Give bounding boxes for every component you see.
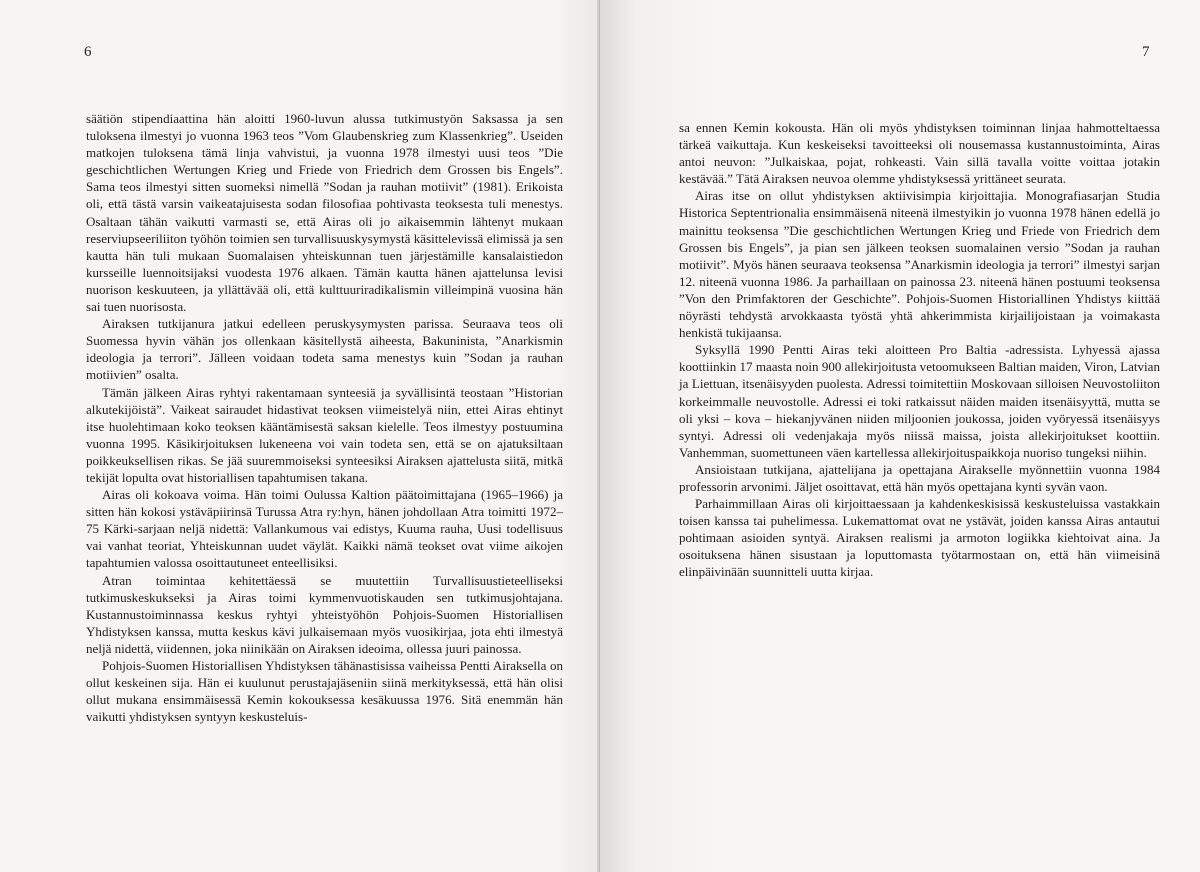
paragraph: Ansioistaan tutkijana, ajattelijana ja opettajana Airakselle myönnettiin vuonna 1984 professorin arvonimi. Jäljet osoittavat, että hän myös opettajana kynti syvän vaon. — [679, 461, 1160, 494]
paragraph: Airaksen tutkijanura jatkui edelleen peruskysymysten parissa. Seuraava teos oli Suomessa hyvin vähän jos ollenkaan käsitellystä aiheesta, Bakuninista, ”Anarkismin ideologia ja terrori”. Jälleen voidaan todeta sama menestys kuin ”Sodan ja rauhan motiivien” osalta. — [86, 316, 563, 383]
paragraph: säätiön stipendiaattina hän aloitti 1960-luvun alussa tutkimustyön Saksassa ja sen tuloksena ilmestyi jo vuonna 1963 teos ”Vom Glaubenskrieg zum Klassenkrieg”. Useiden matkojen tuloksena tämä linja vahvistui, ja vuonna 1978 ilmestyi uusi teos ”Die geschichtlichen Wertungen Krieg und Friede von Friedrich dem Grossen bis Engels”. Sama teos ilmestyi sitten suomeksi nimellä ”Sodan ja rauhan motiivit” (1981). Erikoista oli, että tästä varsin vaikeatajuisesta sodan filosofiaa pohtivasta teoksesta tuli menestys. Osaltaan tähän vaikutti varmasti se, että Airas oli jo aikaisemmin lähtenyt mukaan reserviupseeriliiton työhön toimien sen turvallisuuskysymystä käsittelevissä elimissä ja sen kautta hän tuli mukaan Suomalaisen yhteiskunnan tuen järjestämille kansalaistiedon kursseille luennoitsijaksi vuodesta 1976 alkaen. Tämän kautta hänen ajattelunsa levisi nuorison keskuuteen, ja yllättävää oli, että kulttuuriradikalismin villeimpinä vuosina hän sai tuen nuorisosta. — [86, 111, 563, 315]
paragraph: sa ennen Kemin kokousta. Hän oli myös yhdistyksen toiminnan linjaa hahmotteltaessa tärkeä vaikuttaja. Kun keskeiseksi tavoitteeksi oli nousemassa kustannustoiminta, Airas antoi neuvon: ”Julkaiskaa, pojat, rohkeasti. Vain sillä tavalla voitte voittaa jotakin kestävää.” Tätä Airaksen neuvoa olemme yhdistyksessä yrittäneet seurata. — [679, 120, 1160, 187]
page-number: 6 — [84, 44, 92, 60]
page-number: 7 — [1142, 44, 1150, 60]
paragraph: Atran toimintaa kehitettäessä se muutettiin Turvallisuustieteelliseksi tutkimuskeskukseksi ja Airas toimi kymmenvuotiskauden sen tutkimusjohtajana. Kustannustoiminnassa keskus ryhtyi yhteistyöhön Pohjois-Suomen Historiallisen Yhdistyksen kanssa, mutta keskus kävi julkaisemaan myös vuosikirjaa, jota ehti ilmestyä neljä nidettä, viidennen, joka niinikään on Airaksen ideoima, ollessa juuri painossa. — [86, 572, 563, 656]
paragraph: Airas itse on ollut yhdistyksen aktiivisimpia kirjoittajia. Monografiasarjan Studia Historica Septentrionalia ensimmäisenä niteenä ilmestyikin jo vuonna 1978 hänen edellä jo mainittu teoksensa ”Die geschichtlichen Wertungen Krieg und Friede von Friedrich dem Grossen bis Engels”, ja pian sen jälkeen teoksen suomalainen versio ”Sodan ja rauhan motiivit”. Myös hänen seuraava teoksensa ”Anarkismin ideologia ja terrori” ilmestyi sarjan 12. niteenä vuonna 1986. Ja parhaillaan on painossa 23. niteenä hänen postuumi teoksensa ”Von den Primfaktoren der Geschichte”. Pohjois-Suomen Historiallinen Yhdistys kiittää nöyrästi tehdystä arvokkaasta työstä yhtä ahkerimmista kirjailijoistaan ja voimakasta henkistä tukijaansa. — [679, 188, 1160, 341]
paragraph: Syksyllä 1990 Pentti Airas teki aloitteen Pro Baltia -adressista. Lyhyessä ajassa koottiinkin 17 maasta noin 900 allekirjoitusta vetoomukseen Baltian maiden, Viron, Latvian ja Liettuan, itsenäisyyden puolesta. Adressi toimitettiin Moskovaan silloisen Neuvostoliiton korkeimmalle neuvostolle. Adressi ei toki ratkaissut näiden maiden itsenäisyyttä, mutta se oli yksi – kova – hiekanjyvänen niiden miljoonien joukossa, joiden vyöryessä itsenäisyys syntyi. Adressi oli vedenjakaja myös niissä maissa, joista allekirjoitukset koottiin. Vanhemman, suomettuneen väen kartellessa allekirjoituspaikkoja nuoriso tungeksi niihin. — [679, 342, 1160, 460]
page-body — [679, 119, 1160, 581]
right-page — [600, 0, 1200, 872]
paragraph: Tämän jälkeen Airas ryhtyi rakentamaan synteesiä ja syvällisintä teostaan ”Historian alkutekijöistä”. Vaikeat sairaudet hidastivat teoksen viimeistelyä niin, ettei Airas ehtinyt itse huolehtimaan koko teoksen kääntämisestä saksan kielelle. Teos ilmestyy postuumina vuonna 1995. Käsikirjoituksen lukeneena voi vain todeta sen, että se on ajatuksiltaan poikkeuksellisen rikas. Se jää suuremmoiseksi synteesiksi Airaksen ajattelusta siitä, mitkä tekijät lopulta ovat historiallisen tapahtumisen takana. — [86, 384, 563, 485]
page-body — [86, 110, 563, 725]
paragraph: Parhaimmillaan Airas oli kirjoittaessaan ja kahdenkeskisissä keskusteluissa vastakkain toisen kanssa tai puhelimessa. Lukemattomat ovat ne ystävät, joiden kanssa Airas antautui pohtimaan asioiden syntyä. Airaksen realismi ja armoton logiikka kiehtoivat aina. Ja osoituksena hänen sisustaan ja loputtomasta työtarmostaan on, että hän viimeisinä elinpäivinään suunnitteli uutta kirjaa. — [679, 496, 1160, 580]
paragraph: Airas oli kokoava voima. Hän toimi Oulussa Kaltion päätoimittajana (1965–1966) ja sitten hän kokosi ystäväpiirinsä Turussa Atra ry:hyn, hänen johdollaan Atra toimitti 1972–75 Kärki-sarjaan neljä nidettä: Vallankumous vai edistys, Kuuma rauha, Uusi todellisuus vai vanhat teoriat, Yhteiskunnan uudet väylät. Kaikki nämä teokset ovat viime aikojen tapahtumien valossa osoittautuneet enteellisiksi. — [86, 487, 563, 571]
paragraph: Pohjois-Suomen Historiallisen Yhdistyksen tähänastisissa vaiheissa Pentti Airaksella on ollut keskeinen sija. Hän ei kuulunut perustajajäseniin siinä merkityksessä, että hän olisi ollut mukana ensimmäisessä Kemin kokouksessa kesäkuussa 1976. Sitä enemmän hän vaikutti yhdistyksen syntyyn keskusteluis- — [86, 658, 563, 725]
